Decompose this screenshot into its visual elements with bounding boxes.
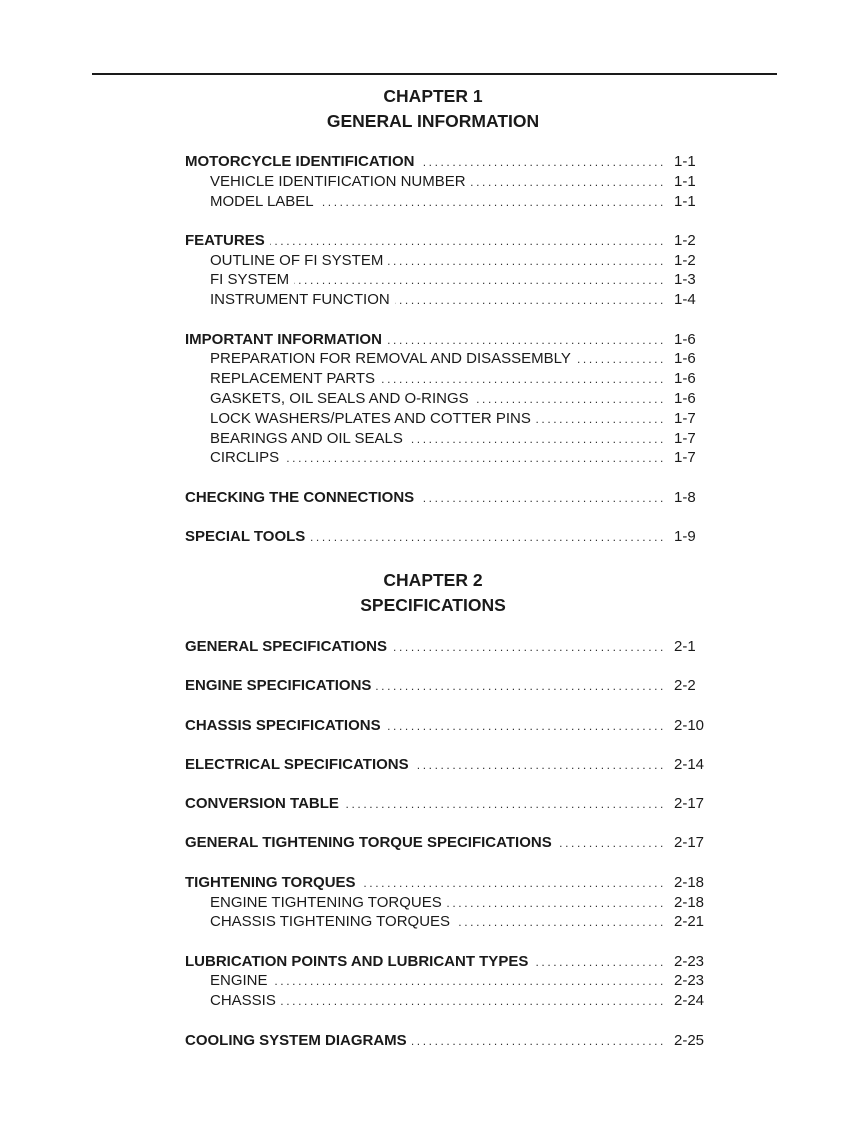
toc-subentry[interactable] <box>185 290 710 310</box>
dot-leader <box>412 1032 666 1052</box>
toc-entry-title: CHASSIS SPECIFICATIONS <box>185 716 381 734</box>
toc-entry[interactable] <box>185 873 710 893</box>
toc-subentry[interactable] <box>185 270 710 290</box>
toc-subentry[interactable] <box>185 409 710 429</box>
toc-entry-page-number: 2-17 <box>674 834 705 852</box>
dot-leader <box>284 449 666 469</box>
toc-subentry-page-number: 1-3 <box>674 271 696 289</box>
dot-leader <box>281 992 666 1012</box>
dot-leader <box>380 370 666 390</box>
toc-entry-title: IMPORTANT INFORMATION <box>185 330 382 348</box>
chapter-number: CHAPTER 1 <box>383 86 483 106</box>
toc-entry-page-number: 2-18 <box>674 873 705 891</box>
toc-subentry[interactable] <box>185 349 710 369</box>
toc-entry-title: COOLING SYSTEM DIAGRAMS <box>185 1031 407 1049</box>
toc-subentry[interactable] <box>185 991 710 1011</box>
toc-section <box>185 1031 710 1051</box>
toc-subentry-page-number: 1-7 <box>674 429 696 447</box>
toc-subentry[interactable] <box>185 429 710 449</box>
toc-section <box>185 873 710 932</box>
toc-subentry[interactable] <box>185 251 710 271</box>
dot-leader <box>474 390 666 410</box>
toc-section <box>185 330 710 469</box>
toc-section <box>185 833 710 853</box>
toc-section <box>185 527 710 547</box>
toc-subentry[interactable] <box>185 192 710 212</box>
toc-subentry[interactable] <box>185 912 710 932</box>
toc-subentry[interactable] <box>185 369 710 389</box>
dot-leader <box>447 894 666 914</box>
toc-entry-title: GENERAL TIGHTENING TORQUE SPECIFICATIONS <box>185 834 552 852</box>
dot-leader <box>386 717 666 737</box>
chapter-1-toc <box>185 152 710 566</box>
toc-entry[interactable] <box>185 231 710 251</box>
toc-section <box>185 952 710 1011</box>
toc-entry-title: MOTORCYCLE IDENTIFICATION <box>185 153 415 170</box>
toc-entry-title: TIGHTENING TORQUES <box>185 873 356 891</box>
toc-entry[interactable] <box>185 755 710 775</box>
toc-subentry-page-number: 1-7 <box>674 409 696 427</box>
toc-section <box>185 676 710 696</box>
chapter-title: SPECIFICATIONS <box>360 595 506 615</box>
toc-subentry-title: MODEL LABEL <box>210 192 314 210</box>
dot-leader <box>455 913 666 933</box>
chapter-2-toc <box>185 637 710 1070</box>
dot-leader <box>319 193 666 213</box>
dot-leader <box>392 638 666 658</box>
toc-subentry-page-number: 1-6 <box>674 389 696 407</box>
toc-entry-page-number: 2-14 <box>674 755 705 773</box>
toc-entry[interactable] <box>185 330 710 350</box>
toc-entry-page-number: 2-23 <box>674 952 705 970</box>
dot-leader <box>471 173 666 193</box>
toc-subentry-title: CHASSIS TIGHTENING TORQUES <box>210 913 451 931</box>
toc-subentry-page-number: 1-6 <box>674 350 696 368</box>
toc-entry-title: ELECTRICAL SPECIFICATIONS <box>185 755 409 773</box>
dot-leader <box>576 350 666 370</box>
dot-leader <box>361 874 666 894</box>
toc-subentry-title: CHASSIS <box>210 992 276 1010</box>
toc-subentry-title: VEHICLE IDENTIFICATION NUMBER <box>210 172 466 190</box>
toc-subentry-title: BEARINGS AND OIL SEALS <box>210 429 403 447</box>
toc-entry-page-number: 2-2 <box>674 677 696 695</box>
toc-subentry-title: ENGINE <box>210 972 268 990</box>
toc-entry-title: CONVERSION TABLE <box>185 795 339 813</box>
dot-leader <box>536 410 666 430</box>
chapter-1-heading <box>0 84 866 134</box>
toc-entry-page-number: 2-10 <box>674 716 705 734</box>
toc-subentry-title: FI SYSTEM <box>210 271 290 289</box>
toc-subentry-title: PREPARATION FOR REMOVAL AND DISASSEMBLY <box>210 350 571 368</box>
toc-subentry-title: GASKETS, OIL SEALS AND O-RINGS <box>210 389 469 407</box>
toc-entry-title: SPECIAL TOOLS <box>185 527 306 545</box>
toc-entry[interactable] <box>185 1031 710 1051</box>
toc-subentry-title: CIRCLIPS <box>210 449 280 467</box>
toc-entry-page-number: 1-9 <box>674 527 696 545</box>
toc-entry-title: ENGINE SPECIFICATIONS <box>185 677 372 695</box>
dot-leader <box>419 489 666 509</box>
toc-section <box>185 488 710 508</box>
dot-leader <box>557 834 666 854</box>
toc-section <box>185 637 710 657</box>
toc-subentry[interactable] <box>185 971 710 991</box>
toc-subentry[interactable] <box>185 893 710 913</box>
dot-leader <box>294 271 666 291</box>
dot-leader <box>273 972 666 992</box>
dot-leader <box>414 756 666 776</box>
toc-entry-title: FEATURES <box>185 231 265 249</box>
toc-subentry-title: LOCK WASHERS/PLATES AND COTTER PINS <box>210 409 531 427</box>
toc-subentry[interactable] <box>185 172 710 192</box>
toc-subentry-page-number: 1-6 <box>674 370 696 388</box>
toc-section <box>185 152 710 211</box>
toc-subentry-page-number: 1-1 <box>674 192 696 210</box>
toc-subentry-page-number: 1-4 <box>674 291 696 309</box>
toc-subentry-page-number: 2-24 <box>674 992 705 1010</box>
toc-section <box>185 231 710 310</box>
toc-entry[interactable] <box>185 676 710 696</box>
dot-leader <box>388 252 666 272</box>
toc-entry[interactable] <box>185 488 710 508</box>
toc-entry[interactable] <box>185 637 710 657</box>
toc-entry-title: LUBRICATION POINTS AND LUBRICANT TYPES <box>185 952 529 970</box>
toc-subentry[interactable] <box>185 389 710 409</box>
toc-subentry-page-number: 1-7 <box>674 449 696 467</box>
toc-entry[interactable] <box>185 794 710 814</box>
toc-subentry-page-number: 2-18 <box>674 893 705 911</box>
chapter-number: CHAPTER 2 <box>383 570 483 590</box>
chapter-2-heading <box>0 568 866 618</box>
toc-entry[interactable] <box>185 833 710 853</box>
toc-subentry-title: INSTRUMENT FUNCTION <box>210 291 390 309</box>
toc-entry-page-number: 2-17 <box>674 795 705 813</box>
toc-subentry[interactable] <box>185 448 710 468</box>
toc-entry-page-number: 2-1 <box>674 638 696 655</box>
toc-section <box>185 716 710 736</box>
toc-subentry-title: REPLACEMENT PARTS <box>210 370 376 388</box>
toc-entry-title: CHECKING THE CONNECTIONS <box>185 488 415 506</box>
toc-entry[interactable] <box>185 527 710 547</box>
dot-leader <box>395 291 666 311</box>
dot-leader <box>533 953 666 973</box>
toc-entry[interactable] <box>185 952 710 972</box>
dot-leader <box>387 331 666 351</box>
dot-leader <box>344 795 666 815</box>
toc-section <box>185 794 710 814</box>
toc-entry-title: GENERAL SPECIFICATIONS <box>185 638 387 655</box>
dot-leader <box>310 528 666 548</box>
chapter-title: GENERAL INFORMATION <box>326 111 540 131</box>
toc-subentry-title: ENGINE TIGHTENING TORQUES <box>210 893 442 911</box>
dot-leader <box>376 677 666 697</box>
toc-entry-page-number: 1-2 <box>674 231 696 249</box>
dot-leader <box>419 153 666 173</box>
toc-subentry-title: OUTLINE OF FI SYSTEM <box>210 251 384 269</box>
toc-entry-page-number: 1-8 <box>674 488 696 506</box>
toc-entry[interactable] <box>185 716 710 736</box>
dot-leader <box>408 430 666 450</box>
toc-entry-page-number: 2-25 <box>674 1031 705 1049</box>
toc-subentry-page-number: 1-2 <box>674 251 696 269</box>
toc-entry-page-number: 1-6 <box>674 330 696 348</box>
toc-entry-page-number: 1-1 <box>674 153 696 170</box>
dot-leader <box>270 232 666 252</box>
toc-subentry-page-number: 2-23 <box>674 972 705 990</box>
toc-entry[interactable] <box>185 152 710 172</box>
top-rule <box>92 73 777 75</box>
toc-subentry-page-number: 2-21 <box>674 913 705 931</box>
toc-subentry-page-number: 1-1 <box>674 172 696 190</box>
toc-section <box>185 755 710 775</box>
